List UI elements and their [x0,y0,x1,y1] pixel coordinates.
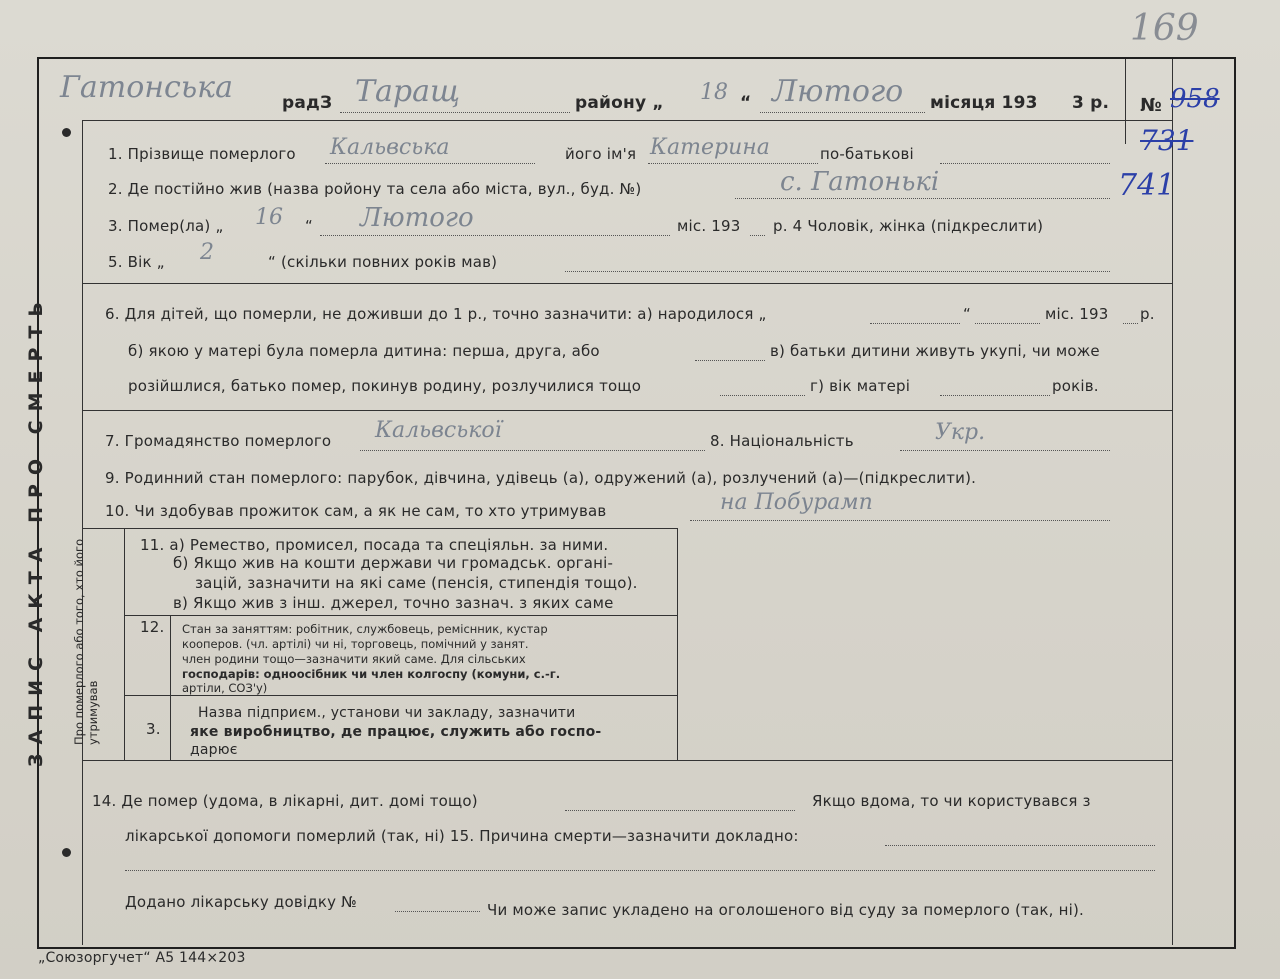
t13-num: 3. [146,720,161,738]
f5-value: 2 [200,240,214,265]
f6-line1-end: міс. 193 [1045,305,1109,323]
doc-line [395,911,480,912]
corner-note: 169 [1130,8,1199,49]
table-side-line [124,528,125,760]
doc-label: Додано лікарську довідку № [125,893,357,911]
crossed-number: 958 [1170,84,1220,114]
t13-l2: яке виробництво, де працює, служить або госпо- [190,724,602,740]
t12-num: 12. [140,618,165,636]
f3-mis: міс. 193 [677,217,741,235]
f10-line [690,520,1110,521]
f1-value: Кальвська [330,135,450,160]
handwritten-month: Лютого [772,74,904,109]
side-title: ЗАПИС АКТА ПРО СМЕРТЬ [25,293,47,767]
f6-parents-line [720,395,805,396]
stamp-number-2: 741 [1118,168,1176,203]
t12-l2: кооперов. (чл. артілі) чи ні, торговець, помічний у занят. [182,637,529,651]
f1-patronymic-line [940,163,1110,164]
f6-birth-day-line [870,323,960,324]
f6-line1: 6. Для дітей, що померли, не доживши до 1 р., точно зазначити: а) народилося „ [105,305,767,323]
f1-name-label: його ім'я [565,145,637,163]
f6-birth-month-line [975,323,1040,324]
f2-line [735,198,1110,199]
f6-line3a: розійшлися, батько помер, покинув родину, розлучилися тощо [128,377,642,395]
binding-hole [62,128,71,137]
f14-c: лікарської допомоги померлий (так, ні) 15. Причина смерти—зазначити докладно: [125,827,799,845]
f5-line [565,271,1110,272]
f2-label: 2. Де постійно жив (назва ройону та села або міста, вул., буд. №) [108,180,642,198]
f8-line [900,450,1110,451]
handwritten-day: 18 [700,80,728,105]
district-label: району „ [575,93,664,113]
f2-value: с. Гатонькі [780,167,940,197]
f7-label: 7. Громадянство померлого [105,432,332,450]
f3-month-value: Лютого [360,203,474,233]
f6-line2a: б) якою у матері була померла дитина: перша, друга, або [128,342,600,360]
f5-rest: “ (скільки повних років мав) [268,253,498,271]
f1-patronymic-label: по-батькові [820,145,914,163]
f14-line [565,810,795,811]
t13-l3: дарює [190,742,238,758]
year-suffix: 3 р. [1072,93,1110,113]
handwritten-district: Таращ [355,74,461,109]
number-box-left [1125,59,1126,144]
rad-label: радЗ [282,93,333,113]
table-bottom [82,760,1172,761]
table-side-label: Про померлого або того, хто його утримував [72,538,100,745]
f6-birth-year-line [1123,323,1138,324]
month-label: місяця 193 [930,93,1038,113]
table-num-col [170,615,171,760]
f10-value: на Побурамп [720,490,873,515]
f3-label: 3. Помер(ла) „ [108,217,224,235]
section-divider-1 [82,283,1172,284]
f6-line3b: г) вік матері [810,377,911,395]
f15-line [885,845,1155,846]
table-row-divider-1 [124,615,677,616]
t11c: в) Якщо жив з інш. джерел, точно зазнач. з яких саме [173,594,614,612]
month-line [760,112,925,113]
f14-b: Якщо вдома, то чи користувався з [812,792,1091,810]
f5-label: 5. Вік „ [108,253,165,271]
t12-l3: член родини тощо—зазначити який саме. Для сільських [182,652,526,666]
stamp-number-1: 731 [1140,124,1194,157]
f7-value: Кальвської [375,418,502,443]
f1-name-value: Катерина [650,135,770,160]
f3-day: 16 [255,205,283,230]
f15-line-2 [125,870,1155,871]
table-right-line [677,528,678,760]
f1-label: 1. Прізвище померлого [108,145,296,163]
table-top [82,528,677,529]
side-divider [82,120,83,945]
f6-line3c: років. [1052,377,1099,395]
handwritten-village: Гатонська [60,70,233,105]
f1-line [325,163,535,164]
f3-quote: “ [305,217,313,235]
court-label: Чи може запис укладено на оголошеного від суду за померлого (так, ні). [487,901,1084,919]
f3-r: р. 4 Чоловік, жінка (підкреслити) [773,217,1044,235]
f14-a: 14. Де помер (удома, в лікарні, дит. домі тощо) [92,792,478,810]
f1-name-line [648,163,818,164]
f7-line [360,450,705,451]
t12-l5: артіли, СОЗ'у) [182,681,268,695]
number-label: № [1140,95,1162,116]
f6-line1-quote: “ [963,305,971,323]
t11b1: б) Якщо жив на кошти держави чи громадськ. органі- [173,554,614,572]
f6-line2b: в) батьки дитини живуть укупі, чи може [770,342,1100,360]
binding-hole [62,848,71,857]
f6-order-line [695,360,765,361]
section-divider-2 [82,410,1172,411]
district-line [340,112,570,113]
quote-mark: “ [740,93,752,113]
t12-l1: Стан за заняттям: робітник, службовець, реміснник, кустар [182,622,548,636]
t12-l4: господарів: одноосібник чи член колгоспу (комуни, с.-г. [182,667,561,681]
table-row-divider-2 [124,695,677,696]
f8-value: Укр. [935,420,986,445]
t11b2: зацій, зазначити на які саме (пенсія, стипендія тощо). [195,574,638,592]
footer-print: „Союзоргучет“ А5 144×203 [38,950,246,966]
f6-line1-r: р. [1140,305,1155,323]
t13-l1: Назва підприєм., установи чи закладу, зазначити [198,705,576,721]
f3-line [320,235,670,236]
f10-label: 10. Чи здобував прожиток сам, а як не сам, то хто утримував [105,502,607,520]
f3-year-line [750,235,765,236]
t11a: 11. а) Ремество, промисел, посада та спеціяльн. за ними. [140,536,609,554]
f9-label: 9. Родинний стан померлого: парубок, дівчина, удівець (а), одружений (а), розлучений (а)—(підкреслити). [105,469,977,487]
header-divider [82,120,1172,121]
f6-mother-age-line [940,395,1050,396]
f8-label: 8. Національність [710,432,854,450]
